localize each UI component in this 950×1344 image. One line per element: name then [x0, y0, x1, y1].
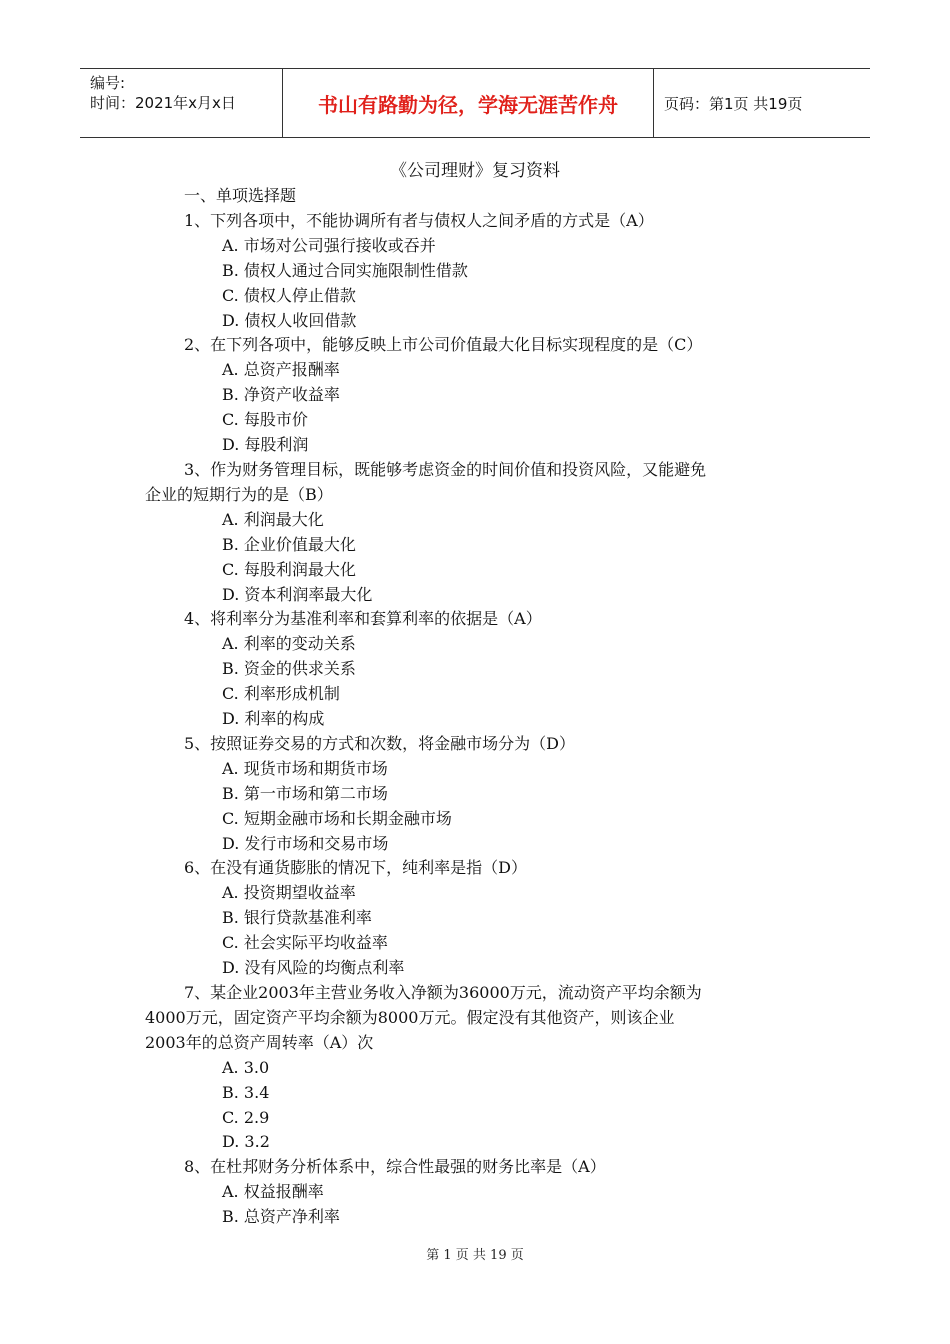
- page-footer: 第 1 页 共 19 页: [426, 1248, 524, 1263]
- q5-option-c: C. 短期金融市场和长期金融市场: [222, 808, 452, 828]
- q2-option-a: A. 总资产报酬率: [222, 360, 340, 380]
- q4-option-d: D. 利率的构成: [222, 709, 325, 729]
- question-5: 5、按照证券交易的方式和次数，将金融市场分为（D）: [184, 733, 576, 753]
- question-7-line-2: 4000万元，固定资产平均余额为8000万元。假定没有其他资产，则该企业: [145, 1007, 675, 1027]
- q1-option-d: D. 债权人收回借款: [222, 310, 357, 330]
- q6-option-a: A. 投资期望收益率: [222, 883, 356, 903]
- header-meta: [80, 69, 282, 137]
- question-3-line-1: 3、作为财务管理目标，既能够考虑资金的时间价值和投资风险，又能避免: [184, 459, 707, 479]
- q8-option-b: B. 总资产净利率: [222, 1207, 340, 1227]
- q2-option-d: D. 每股利润: [222, 435, 309, 455]
- doc-title: 《公司理财》复习资料: [390, 161, 560, 181]
- q3-option-c: C. 每股利润最大化: [222, 559, 356, 579]
- q5-option-d: D. 发行市场和交易市场: [222, 833, 389, 853]
- header-page-info: 页码：第1页 共19页: [664, 94, 803, 113]
- q5-option-a: A. 现货市场和期货市场: [222, 758, 388, 778]
- q7-option-c: C. 2.9: [222, 1107, 270, 1127]
- q1-option-c: C. 债权人停止借款: [222, 285, 356, 305]
- q5-option-b: B. 第一市场和第二市场: [222, 783, 388, 803]
- question-1: 1、下列各项中，不能协调所有者与债权人之间矛盾的方式是（A）: [184, 210, 654, 230]
- q7-option-b: B. 3.4: [222, 1082, 270, 1102]
- doc-date-label: 时间：2021年x月x日: [90, 94, 236, 112]
- doc-code-label: 编号:: [90, 74, 126, 92]
- question-7-line-1: 7、某企业2003年主营业务收入净额为36000万元，流动资产平均余额为: [184, 983, 702, 1002]
- q6-option-b: B. 银行贷款基准利率: [222, 908, 372, 928]
- question-6: 6、在没有通货膨胀的情况下，纯利率是指（D）: [184, 858, 528, 878]
- q4-option-b: B. 资金的供求关系: [222, 659, 356, 679]
- q1-option-b: B. 债权人通过合同实施限制性借款: [222, 260, 468, 280]
- section-heading: 一、单项选择题: [184, 186, 297, 205]
- q6-option-c: C. 社会实际平均收益率: [222, 933, 388, 953]
- q6-option-d: D. 没有风险的均衡点利率: [222, 958, 405, 978]
- q7-option-d: D. 3.2: [222, 1132, 270, 1152]
- question-7-line-3: 2003年的总资产周转率（A）次: [145, 1032, 374, 1052]
- question-3-line-2: 企业的短期行为的是（B）: [145, 484, 333, 504]
- q4-option-c: C. 利率形成机制: [222, 684, 340, 704]
- page-header: [80, 68, 870, 138]
- q1-option-a: A. 市场对公司强行接收或吞并: [222, 235, 436, 255]
- q8-option-a: A. 权益报酬率: [222, 1182, 324, 1202]
- header-motto: 书山有路勤为径，学海无涯苦作舟: [282, 69, 654, 137]
- q3-option-a: A. 利润最大化: [222, 509, 324, 529]
- q3-option-b: B. 企业价值最大化: [222, 534, 356, 554]
- document-body: [0, 158, 950, 1230]
- question-2: 2、在下列各项中，能够反映上市公司价值最大化目标实现程度的是（C）: [184, 335, 703, 355]
- q2-option-c: C. 每股市价: [222, 410, 308, 430]
- q3-option-d: D. 资本利润率最大化: [222, 584, 373, 604]
- q7-option-a: A. 3.0: [222, 1057, 270, 1077]
- question-8: 8、在杜邦财务分析体系中，综合性最强的财务比率是（A）: [184, 1157, 606, 1177]
- question-4: 4、将利率分为基准利率和套算利率的依据是（A）: [184, 609, 542, 629]
- q2-option-b: B. 净资产收益率: [222, 385, 340, 405]
- q4-option-a: A. 利率的变动关系: [222, 634, 356, 654]
